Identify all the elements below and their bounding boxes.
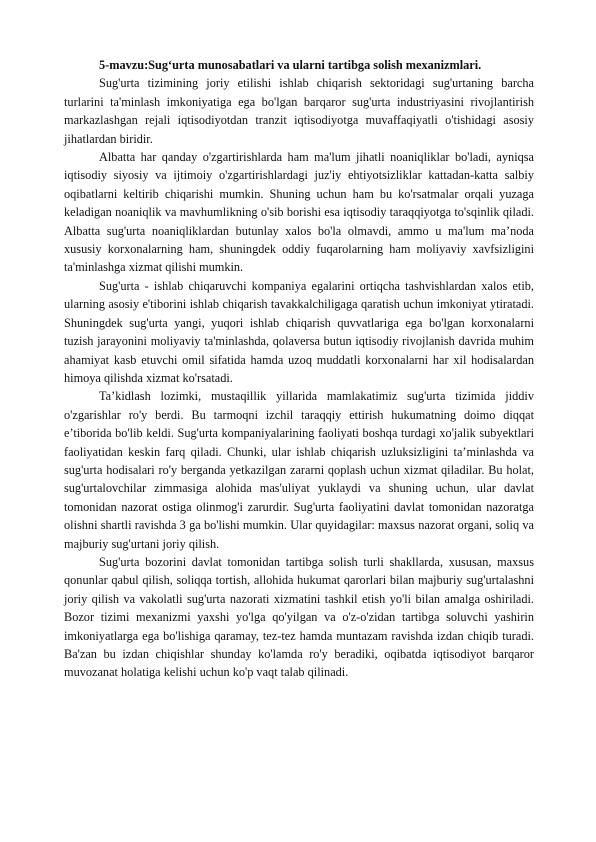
document-title: 5-mavzu:Sug‘urta munosabatlari va ularni tartibga solish mexanizmlari. [99, 58, 482, 72]
paragraph-2: Albatta har qanday o'zgartirishlarda ham ma'lum jihatli noaniqliklar bo'ladi, ayniqsa iqtisodiy siyosiy va ijtimoiy o'zgartirishlardagi juz'iy ehtiyotsizliklar kattadan-katta salbiy oqibatlarni keltirib chiqarishi mumkin. Shuning uchun ham bu ko'rsatmalar orqali yuzaga keladigan noaniqlik va mavhumlikning o'sib borishi esa iqtisodiy taraqqiyotga to'sqinlik qiladi. Albatta sug'urta noaniqliklardan butunlay xalos bo'la olmavdi, ammo u ma'lum ma’noda xususiy korxonalarning ham, shuningdek oddiy fuqarolarning ham moliyaviy xavfsizligini ta'minlashga xizmat qilishi mumkin. [64, 150, 534, 275]
paragraph-5: Sug'urta bozorini davlat tomonidan tartibga solish turli shakllarda, xususan, maxsus qonunlar qabul qilish, soliqqa tortish, allohida hukumat qarorlari bilan majburiy sug'urtalashni joriy qilish va vakolatli sug'urta nazorati xizmatini tashkil etish yo'li bilan amalga oshiriladi. Bozor tizimi mexanizmi yaxshi yo'lga qo'yilgan va o'z-o'zidan tartibga soluvchi yashirin imkoniyatlarga ega bo'lishiga qaramay, tez-tez hamda muntazam ravishda izdan chiqib turadi. Ba'zan bu izdan chiqishlar shunday ko'lamda ro'y beradiki, oqibatda iqtisodiyot barqaror muvozanat holatiga kelishi uchun ko'p vaqt talab qilinadi. [64, 554, 534, 680]
document-page [64, 56, 534, 682]
paragraph-3: Sug'urta - ishlab chiqaruvchi kompaniya egalarini ortiqcha tashvishlardan xalos etib, ularning asosiy e'tiborini ishlab chiqarish tavakkalchiligaga qaratish uchun imkoniyat ytiratadi. Shuningdek sug'urta yangi, yuqori ishlab chiqarish quvvatlariga ega bo'lgan korxonalarni tuzish jarayonini moliyaviy ta'minlashda, qolaversa butun iqtisodiy rivojlanish davrida muhim ahamiyat kasb etuvchi omil sifatida hamda uzoq muddatli korxonalarni har xil hodisalardan himoya qilishda xizmat ko'rsatadi. [64, 278, 534, 385]
paragraph-1: Sug'urta tizimining joriy etilishi ishlab chiqarish sektoridagi sug'urtaning barcha turlarini ta'minlash imkoniyatiga ega bo'lgan barqaror sug'urta industriyasini rivojlantirish markazlashgan rejali iqtisodiyotdan tranzit iqtisodiyotga muvaffaqiyatli o'tishidagi asosiy jihatlardan biridir. [64, 76, 534, 146]
paragraph-4: Ta’kidlash lozimki, mustaqillik yillarida mamlakatimiz sug'urta tizimida jiddiv o'zgarishlar ro'y berdi. Bu tarmoqni izchil taraqqiy ettirish hukumatning doimo diqqat e’tiborida bo'lib keldi. Sug'urta kompaniyalarining faoliyati boshqa turdagi xo'jalik subyektlari faoliyatidan keskin farq qiladi. Chunki, ular ishlab chiqarish uzluksizligini ta’minlashda va sug'urta hodisalari ro'y berganda yetkazilgan zararni qoplash uchun xizmat qiladilar. Bu holat, sug'urtalovchilar zimmasiga alohida mas'uliyat yuklaydi va shuning uchun, ular davlat tomonidan nazorat ostiga olinmog'i zarurdir. Sug'urta faoliyatini davlat tomonidan nazoratga olishni shartli ravishda 3 ga bo'lishi mumkin. Ular quyidagilar: maxsus nazorat organi, soliq va majburiy sug'urtani joriy qilish. [64, 389, 534, 551]
